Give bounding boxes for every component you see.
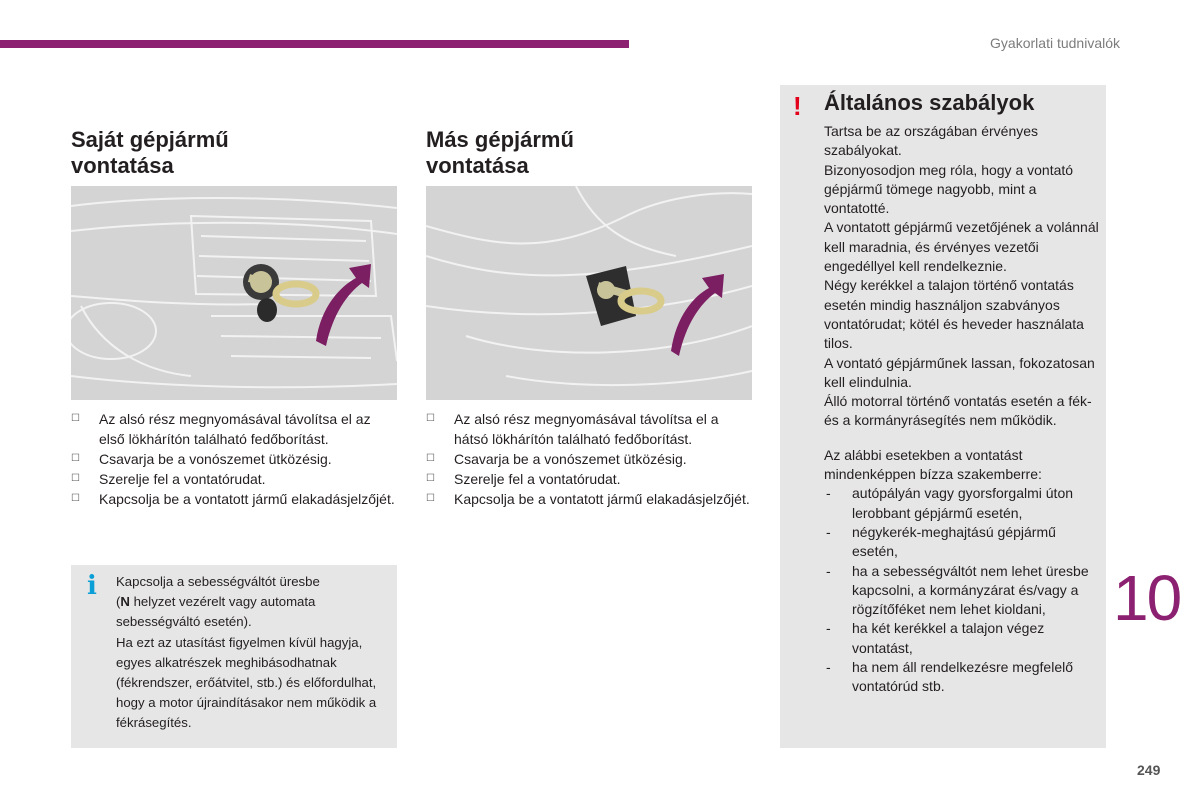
- checkbox-bullet-icon: ☐: [71, 493, 80, 504]
- checkbox-bullet-icon: ☐: [71, 473, 80, 484]
- general-rules-box: [780, 85, 1106, 748]
- list-item: - ha két kerékkel a talajon végez vontatást,: [826, 620, 1045, 656]
- rules-paragraph: A vontató gépjárműnek lassan, fokozatosan kell elindulnia.: [824, 354, 1095, 390]
- checkbox-bullet-icon: ☐: [426, 453, 435, 464]
- warning-icon: !: [793, 91, 802, 121]
- checkbox-bullet-icon: ☐: [71, 453, 80, 464]
- info-note-box: [71, 565, 397, 748]
- page-number: 249: [1137, 762, 1161, 778]
- middle-title-line1: Más gépjármű: [426, 127, 574, 152]
- info-note-text: Kapcsolja a sebességváltót üresbe (N helyzet vezérelt vagy automata sebességváltó esetén). Ha ezt az utasítást figyelmen kívül hagyja, egyes alkatrészek meghibásodhatnak (fékrendszer, erőátvitel, stb.) és előfordulhat, hogy a motor újraindításakor nem működik a fékrásegítés.: [116, 574, 377, 731]
- checkbox-bullet-icon: ☐: [426, 493, 435, 504]
- rules-paragraph: Álló motorral történő vontatás esetén a fék- és a kormányrásegítés nem működik.: [824, 393, 1092, 429]
- info-icon: i: [87, 571, 97, 601]
- list-item: - ha a sebességváltót nem lehet üresbe kapcsolni, a kormányzárat és/vagy a rögzítőféket nem lehet kioldani,: [826, 562, 1089, 618]
- rules-title: Általános szabályok: [824, 90, 1035, 115]
- middle-column-title: [426, 127, 574, 179]
- left-column-title: [71, 127, 229, 179]
- list-item: ☐ Kapcsolja be a vontatott jármű elakadásjelzőjét.: [426, 491, 750, 507]
- list-item: - ha nem áll rendelkezésre megfelelő vontatórúd stb.: [826, 659, 1074, 695]
- list-item: ☐ Az alsó rész megnyomásával távolítsa el az első lökhárítón található fedőborítást.: [71, 411, 371, 447]
- rules-intro: Az alábbi esetekben a vontatást mindenképpen bízza szakemberre:: [824, 446, 1042, 483]
- checkbox-bullet-icon: ☐: [426, 413, 435, 424]
- middle-instructions-list: [426, 409, 752, 509]
- list-item: ☐ Az alsó rész megnyomásával távolítsa el a hátsó lökhárítón található fedőborítást.: [426, 411, 719, 447]
- rules-paragraph: Négy kerékkel a talajon történő vontatás esetén mindig használjon szabványos vontatórudat; kötél és heveder használata tilos.: [824, 277, 1084, 352]
- left-title-line1: Saját gépjármű: [71, 127, 229, 152]
- list-item: ☐ Csavarja be a vonószemet ütközésig.: [71, 451, 332, 467]
- rules-paragraph: Tartsa be az országában érvényes szabályokat.: [824, 123, 1039, 159]
- list-item: - autópályán vagy gyorsforgalmi úton lerobbant gépjármű esetén,: [826, 485, 1074, 521]
- header-accent-bar: [0, 40, 629, 48]
- section-title: Gyakorlati tudnivalók: [990, 35, 1120, 51]
- chapter-number: 10: [1113, 562, 1181, 634]
- list-item: ☐ Szerelje fel a vontatórudat.: [426, 471, 621, 487]
- rules-text: [824, 122, 1104, 697]
- checkbox-bullet-icon: ☐: [71, 413, 80, 424]
- checkbox-bullet-icon: ☐: [426, 473, 435, 484]
- rear-towing-eye-illustration: [426, 186, 752, 400]
- left-instructions-list: [71, 409, 397, 509]
- left-title-line2: vontatása: [71, 153, 174, 178]
- list-item: ☐ Csavarja be a vonószemet ütközésig.: [426, 451, 687, 467]
- list-item: ☐ Kapcsolja be a vontatott jármű elakadásjelzőjét.: [71, 491, 395, 507]
- middle-title-line2: vontatása: [426, 153, 529, 178]
- list-item: - négykerék-meghajtású gépjármű esetén,: [826, 523, 1056, 560]
- list-item: ☐ Szerelje fel a vontatórudat.: [71, 471, 266, 487]
- front-towing-eye-illustration: [71, 186, 397, 400]
- rules-paragraph: Bizonyosodjon meg róla, hogy a vontató gépjármű tömege nagyobb, mint a vontatotté.: [824, 161, 1074, 217]
- rules-paragraph: A vontatott gépjármű vezetőjének a volánnál kell maradnia, és érvényes vezetői engedéllyel kell rendelkeznie.: [824, 219, 1099, 275]
